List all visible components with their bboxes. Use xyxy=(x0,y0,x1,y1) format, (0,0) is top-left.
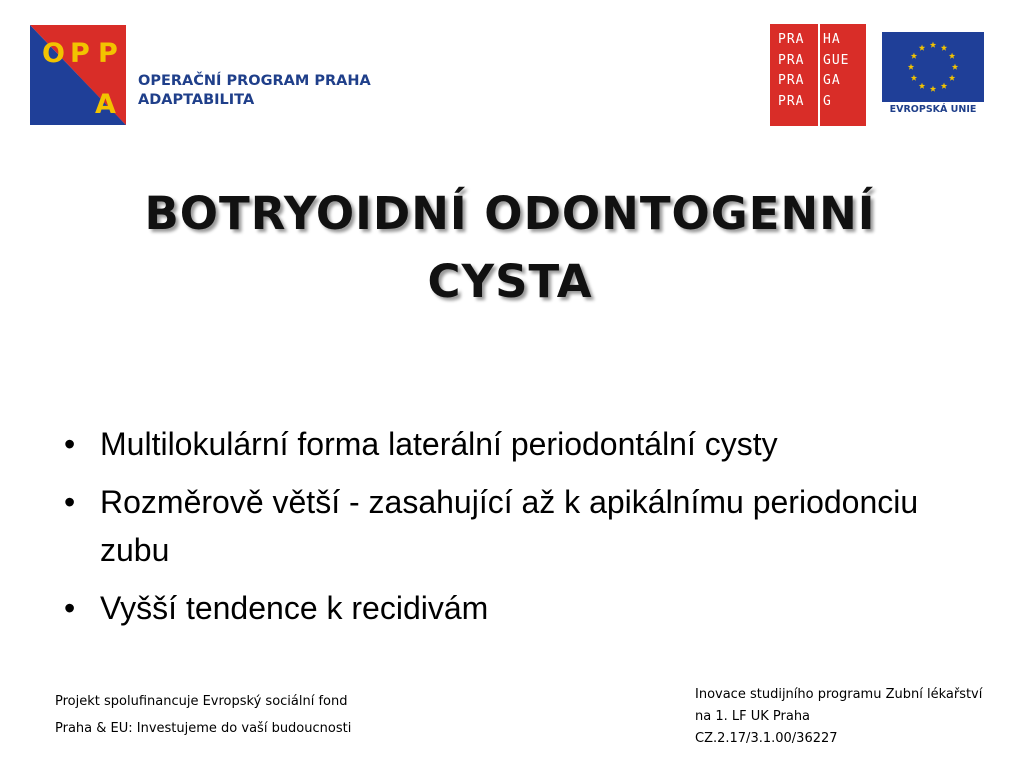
oppa-letter-a: A xyxy=(95,89,116,120)
praha-logo-left-column xyxy=(778,30,804,112)
oppa-letter-o: O xyxy=(42,38,65,69)
bullet-item xyxy=(60,420,980,468)
praha-logo-divider xyxy=(818,24,820,126)
eu-logo xyxy=(882,32,984,122)
footer-right-line-1: Inovace studijního programu Zubní lékařství xyxy=(695,687,983,702)
eu-flag-icon xyxy=(882,32,984,102)
footer-right-line-2: na 1. LF UK Praha xyxy=(695,709,811,724)
praha-right-2: GUE xyxy=(823,52,850,68)
praha-logo xyxy=(770,24,866,126)
footer-project-info xyxy=(695,684,982,750)
oppa-logo-icon xyxy=(30,25,126,125)
oppa-program-name xyxy=(138,72,371,110)
bullet-text: Rozměrově větší - zasahující až k apikálnímu periodonciu zubu xyxy=(100,484,919,568)
footer-funding-note xyxy=(55,688,351,742)
bullet-text: Multilokulární forma laterální periodontální cysty xyxy=(100,426,778,462)
footer-left-line-2: Praha & EU: Investujeme do vaší budoucnosti xyxy=(55,721,352,736)
bullet-item xyxy=(60,584,980,632)
oppa-line-2: ADAPTABILITA xyxy=(138,92,255,108)
praha-right-1: HA xyxy=(823,32,841,47)
praha-logo-right-column xyxy=(823,30,849,112)
footer-right-line-3: CZ.2.17/3.1.00/36227 xyxy=(695,731,838,746)
praha-left-4: PRA xyxy=(778,93,805,109)
slide-title xyxy=(60,180,960,316)
bullet-icon: • xyxy=(64,426,76,462)
slide-title-line-2: CYSTA xyxy=(427,255,593,308)
bullet-list xyxy=(60,420,980,642)
bullet-icon: • xyxy=(64,590,76,626)
praha-right-4: G xyxy=(823,93,832,109)
bullet-text: Vyšší tendence k recidivám xyxy=(100,590,489,626)
bullet-icon: • xyxy=(64,484,76,520)
praha-left-3: PRA xyxy=(778,73,805,88)
slide-title-line-1: BOTRYOIDNÍ ODONTOGENNÍ xyxy=(144,187,876,240)
eu-label: EVROPSKÁ UNIE xyxy=(889,104,977,115)
oppa-line-1: OPERAČNÍ PROGRAM PRAHA xyxy=(138,73,371,89)
praha-left-2: PRA xyxy=(778,52,805,68)
praha-left-1: PRA xyxy=(778,32,805,47)
bullet-item xyxy=(60,478,980,574)
oppa-letter-p2: P xyxy=(98,38,118,69)
footer-left-line-1: Projekt spolufinancuje Evropský sociální fond xyxy=(55,694,348,709)
oppa-letter-p1: P xyxy=(70,38,90,69)
praha-right-3: GA xyxy=(823,73,841,88)
